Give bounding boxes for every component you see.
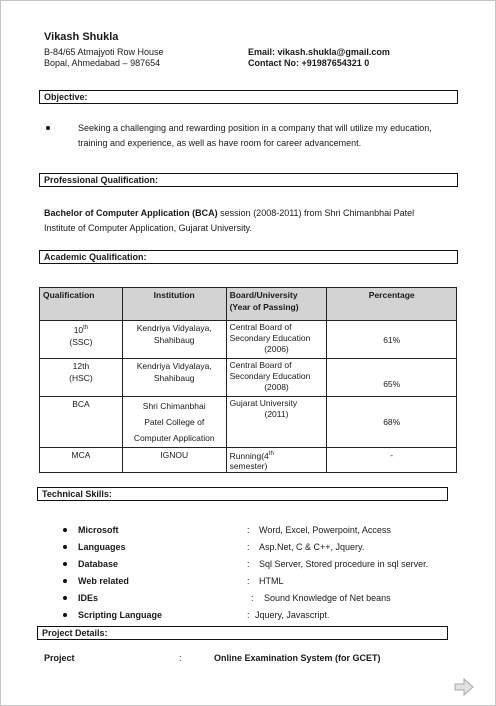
board-line: Secondary Education [229,333,311,343]
arrow-right-icon[interactable] [453,678,475,696]
board-line: Gujarat University [229,398,298,408]
professional-line-1 [44,207,414,219]
academic-heading-text: Academic Qualification: [44,252,147,262]
skill-label: Web related [78,576,129,586]
inst-line: Computer Application [133,433,215,443]
skill-colon: : [247,610,250,620]
project-heading [37,626,448,640]
cell-board [226,321,327,359]
objective-line-2: training and experience, as well as have room for career advancement. [78,138,362,148]
bullet-icon [63,613,67,617]
cell-institution [122,321,226,359]
inst-line: Shahibaug [153,335,195,345]
cell-qualification [40,359,123,397]
cell-qualification: MCA [40,448,123,473]
address-line-1: B-84/65 Atmajyoti Row House [44,47,164,57]
cell-board [226,448,327,473]
board-line: (2008) [264,382,289,392]
header-board-line-1: Board/University [229,290,298,300]
bullet-icon [63,545,67,549]
cell-percentage: 65% [327,359,457,397]
skill-value: Sql Server, Stored procedure in sql server. [259,559,429,569]
cell-institution [122,359,226,397]
project-value: Online Examination System (for GCET) [214,653,381,663]
inst-line: Shahibaug [153,373,195,383]
skill-colon: : [247,525,250,535]
board-line: (2006) [264,344,289,354]
board-line: semester) [229,460,268,471]
email: Email: vikash.shukla@gmail.com [248,47,390,57]
header-qualification: Qualification [40,288,123,321]
skill-value: HTML [259,576,284,586]
header-board-line-2: (Year of Passing) [229,302,299,312]
cell-institution [122,397,226,448]
inst-line: Patel College of [144,417,205,427]
table-row [40,321,457,359]
academic-heading [39,250,458,264]
skill-colon: : [247,542,250,552]
degree-details: session (2008-2011) from Shri Chimanbhai Patel [217,208,415,218]
qual-text: 12th [72,361,90,371]
skill-colon: : [247,559,250,569]
skill-label: Languages [78,542,126,552]
skill-value: Jquery, Javascript. [255,610,330,620]
technical-heading [37,487,448,501]
cell-institution: IGNOU [122,448,226,473]
table-header-row [40,288,457,321]
table-row [40,359,457,397]
board-line: (2011) [264,409,289,419]
objective-line-1: Seeking a challenging and rewarding position in a company that will utilize my education, [78,123,432,133]
qual-text: 10 [73,324,84,335]
bullet-icon [46,126,50,130]
board-line: Central Board of [229,360,292,370]
skill-colon: : [247,576,250,586]
professional-line-2: Institute of Computer Application, Gujarat University. [44,223,252,233]
bullet-icon [63,579,67,583]
cell-percentage: - [327,448,457,473]
board-line: Running(4 [229,450,269,461]
board-sup: th [268,451,274,457]
cell-percentage: 61% [327,321,457,359]
cell-qualification: BCA [40,397,123,448]
skill-label: IDEs [78,593,99,603]
skill-value: Word, Excel, Powerpoint, Access [259,525,391,535]
cell-board [226,397,327,448]
header-institution: Institution [122,288,226,321]
skill-label: Scripting Language [78,610,163,620]
technical-heading-text: Technical Skills: [42,489,112,499]
header-percentage: Percentage [327,288,457,321]
table-row [40,448,457,473]
objective-heading [39,90,458,104]
cell-board [226,359,327,397]
project-colon: : [179,653,182,663]
candidate-name: Vikash Shukla [44,31,119,43]
inst-line: Kendriya Vidyalaya, [136,323,212,333]
cell-percentage: 68% [327,397,457,448]
board-line: Central Board of [229,322,292,332]
bullet-icon [63,562,67,566]
cell-qualification [40,321,123,359]
professional-heading [39,173,458,187]
board-line: Secondary Education [229,371,311,381]
inst-line: Kendriya Vidyalaya, [136,361,212,371]
skill-label: Database [78,559,119,569]
skill-colon: : [251,593,254,603]
qual-sub: (SSC) [69,336,93,347]
skill-label: Microsoft [78,525,119,535]
table-row [40,397,457,448]
bullet-icon [63,528,67,532]
academic-table [39,287,457,473]
project-heading-text: Project Details: [42,628,108,638]
header-board [226,288,327,321]
bullet-icon [63,596,67,600]
qual-sup: th [83,325,89,331]
professional-heading-text: Professional Qualification: [44,175,159,185]
skill-value: Sound Knowledge of Net beans [264,593,391,603]
project-label: Project [44,653,75,663]
inst-line: Shri Chimanbhai [142,401,206,411]
contact-number: Contact No: +91987654321 0 [248,58,370,68]
address-line-2: Bopal, Ahmedabad – 987654 [44,58,161,68]
degree-name: Bachelor of Computer Application (BCA) [44,208,218,218]
skill-value: Asp.Net, C & C++, Jquery. [259,542,365,552]
objective-heading-text: Objective: [44,92,88,102]
qual-sub: (HSC) [69,373,93,383]
